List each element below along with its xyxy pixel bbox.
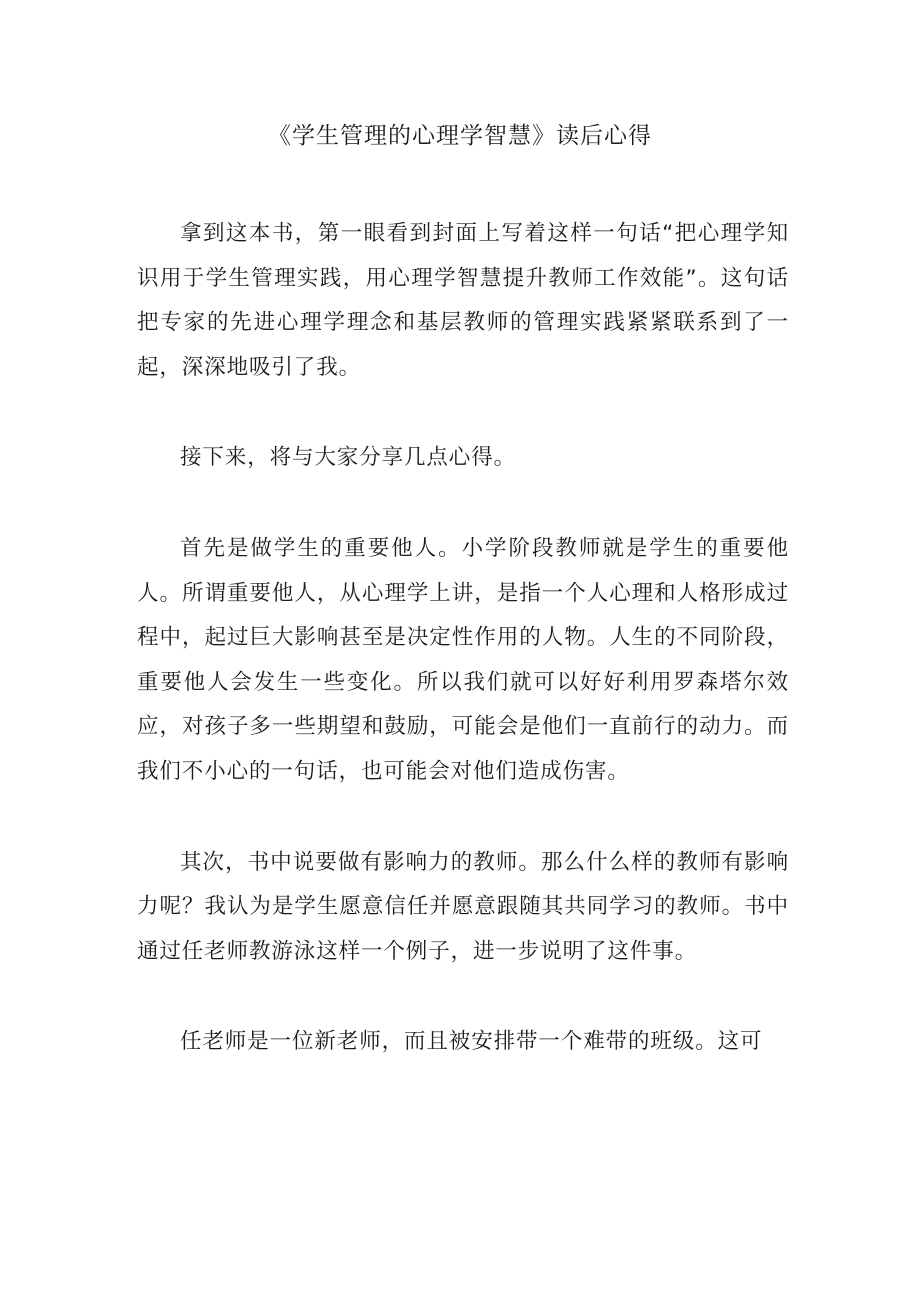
document-title: 《学生管理的心理学智慧》读后心得 bbox=[268, 123, 652, 149]
document-body bbox=[137, 212, 789, 1111]
paragraph-1: 拿到这本书，第一眼看到封面上写着这样一句话“把心理学知识用于学生管理实践，用心理学智慧提升教师工作效能”。这句话把专家的先进心理学理念和基层教师的管理实践紧紧联系到了一起，深深地吸引了我。 bbox=[137, 221, 789, 380]
paragraph-5: 任老师是一位新老师，而且被安排带一个难带的班级。这可 bbox=[180, 1029, 763, 1055]
paragraph-3: 首先是做学生的重要他人。小学阶段教师就是学生的重要他人。所谓重要他人，从心理学上讲，是指一个人心理和人格形成过程中，起过巨大影响甚至是决定性作用的人物。人生的不同阶段，重要他人会发生一些变化。所以我们就可以好好利用罗森塔尔效应，对孩子多一些期望和鼓励，可能会是他们一直前行的动力。而我们不小心的一句话，也可能会对他们造成伤害。 bbox=[137, 535, 789, 784]
paragraph-2: 接下来，将与大家分享几点心得。 bbox=[180, 445, 517, 471]
paragraph-4: 其次，书中说要做有影响力的教师。那么什么样的教师有影响力呢？我认为是学生愿意信任并愿意跟随其共同学习的教师。书中通过任老师教游泳这样一个例子，进一步说明了这件事。 bbox=[137, 849, 789, 964]
